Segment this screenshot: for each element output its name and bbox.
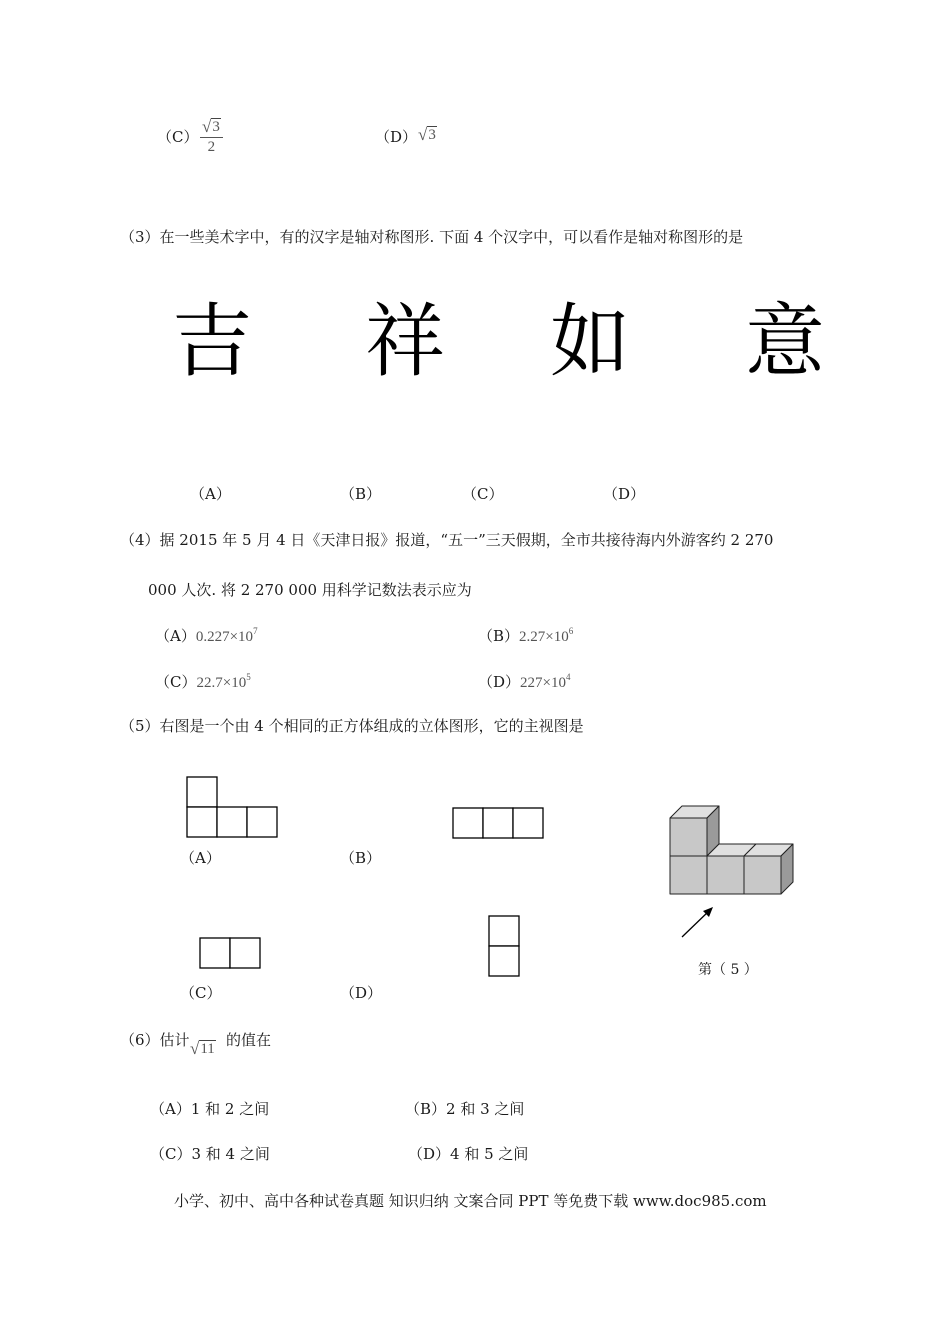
- q3-char-c: 如: [550, 295, 630, 388]
- q6-option-c: （C）3 和 4 之间: [150, 1145, 270, 1163]
- q4-option-c: [155, 673, 251, 691]
- q3-label-b: （B）: [340, 485, 382, 503]
- q4-stem-line2: 000 人次. 将 2 270 000 用科学记数法表示应为: [148, 581, 472, 599]
- q6-option-d: （D）4 和 5 之间: [408, 1145, 529, 1163]
- q5-option-d-figure: [488, 915, 521, 978]
- q6-option-b: （B）2 和 3 之间: [405, 1100, 525, 1118]
- q2-option-d-radicand: 3: [428, 127, 436, 143]
- q4-option-d-exponent: 4: [566, 672, 571, 682]
- q4-option-b-label: （B）: [478, 627, 520, 645]
- q2-option-c: [157, 130, 198, 145]
- q2-option-d-label: （D）: [375, 128, 418, 146]
- page-footer: 小学、初中、高中各种试卷真题 知识归纳 文案合同 PPT 等免费下载 www.doc985.com: [174, 1192, 767, 1210]
- q4-option-a-label: （A）: [155, 627, 196, 645]
- q4-option-d: [478, 673, 571, 691]
- q5-option-a-figure: [186, 776, 279, 838]
- q6-option-a: （A）1 和 2 之间: [150, 1100, 270, 1118]
- q6-stem: [120, 1033, 190, 1048]
- q4-option-d-label: （D）: [478, 673, 521, 691]
- q3-label-c: （C）: [462, 485, 504, 503]
- q4-option-b-exponent: 6: [568, 626, 574, 636]
- q4-option-d-mantissa: 227×10: [520, 675, 566, 691]
- q4-stem-line1: （4）据 2015 年 5 月 4 日《天津日报》报道，“五一”三天假期，全市共接待海内外游客约 2 270: [120, 531, 774, 549]
- q4-option-b: [478, 627, 573, 645]
- q4-option-c-exponent: 5: [246, 672, 251, 682]
- q2-option-c-label: （C）: [157, 128, 199, 146]
- q5-figure-caption: 第（ 5 ）: [698, 962, 758, 978]
- q4-option-a-mantissa: 0.227×10: [195, 629, 254, 645]
- cube-front-face: [670, 818, 707, 856]
- q3-stem: （3）在一些美术字中，有的汉字是轴对称图形. 下面 4 个汉字中，可以看作是轴对称图形的是: [120, 228, 744, 246]
- q5-option-b-figure: [452, 807, 545, 839]
- q5-label-a: （A）: [180, 849, 221, 867]
- q5-label-d: （D）: [340, 984, 383, 1002]
- q4-option-b-mantissa: 2.27×10: [519, 629, 569, 645]
- q4-option-a: [155, 627, 258, 645]
- q3-char-a: 吉: [172, 295, 252, 388]
- q2-option-d-sqrt: √ 3: [418, 125, 436, 144]
- q3-label-a: （A）: [190, 485, 231, 503]
- q5-label-c: （C）: [180, 984, 222, 1002]
- q4-option-a-exponent: 7: [253, 626, 258, 636]
- q4-option-c-label: （C）: [155, 673, 197, 691]
- q3-char-d: 意: [745, 295, 825, 388]
- view-direction-arrow: [682, 910, 710, 937]
- q2-option-c-denominator: 2: [207, 139, 216, 155]
- q6-stem-pre: （6）估计: [120, 1031, 190, 1049]
- q4-option-c-mantissa: 22.7×10: [196, 675, 247, 691]
- q3-char-b: 祥: [365, 295, 445, 388]
- q2-option-c-numerator: 3: [212, 119, 220, 135]
- q3-label-d: （D）: [603, 485, 646, 503]
- q6-sqrt: √ 11: [190, 1039, 215, 1058]
- q5-3d-figure: [660, 800, 805, 945]
- q5-option-c-figure: [199, 937, 262, 969]
- q6-stem-post: 的值在: [226, 1031, 272, 1049]
- q5-stem: （5）右图是一个由 4 个相同的正方体组成的立体图形，它的主视图是: [120, 717, 584, 735]
- q6-radicand: 11: [200, 1041, 215, 1057]
- q2-option-d: [375, 130, 417, 145]
- q2-option-c-fraction: √ 3 2: [200, 118, 223, 155]
- q5-label-b: （B）: [340, 849, 382, 867]
